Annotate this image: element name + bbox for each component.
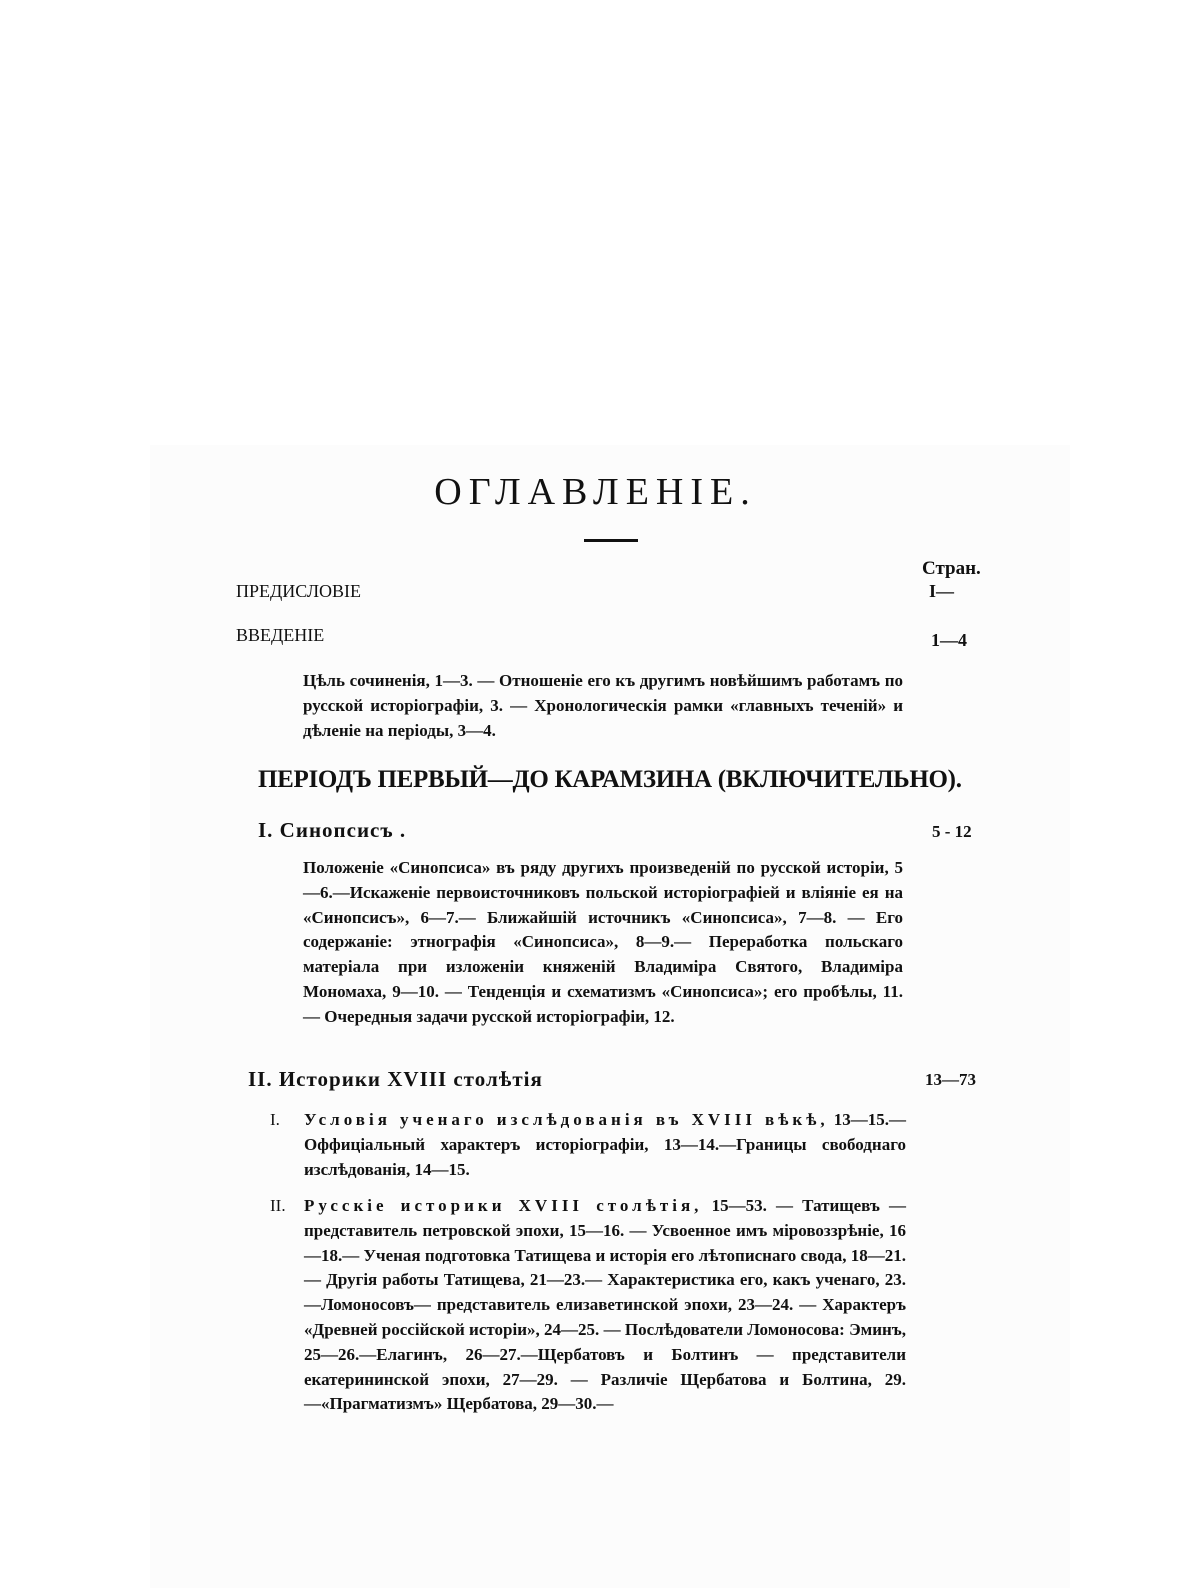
subsection-1-number: I. (270, 1110, 280, 1129)
chapter-1-title: I. Синопсисъ . (258, 818, 407, 842)
period-heading: ПЕРІОДЪ ПЕРВЫЙ—ДО КАРАМЗИНА (ВКЛЮЧИТЕЛЬНО). (258, 766, 962, 793)
subsection-2-body (270, 1194, 906, 1417)
toc-entry-preface-pages: I— (929, 581, 955, 601)
introduction-summary: Цѣль сочиненія, 1—3. — Отношеніе его къ другимъ новѣйшимъ работамъ по русской исторіографіи, 3. — Хронологическія рамки «главныхъ теченій» и дѣленіе на періоды, 3—4. (303, 671, 903, 740)
toc-entry-preface: ПРЕДИСЛОВІЕ (236, 581, 362, 601)
subsection-2-number: II. (270, 1196, 286, 1215)
subsection-2-lead: Русскіе историки XVIII столѣтія, (304, 1196, 703, 1215)
title-divider (584, 539, 638, 542)
chapter-2-title: II. Историки XVIII столѣтія (248, 1067, 543, 1091)
subsection-1-lead: Условія ученаго изслѣдованія въ XVIII вѣкѣ, (304, 1110, 829, 1129)
subsection-1 (270, 1107, 906, 1182)
page-title: ОГЛАВЛЕНІЕ. (434, 471, 757, 513)
chapter-1-summary: Положеніе «Синопсиса» въ ряду другихъ произведеній по русской исторіи, 5—6.—Искаженіе первоисточниковъ польской исторіографіей и вліяніе ея на «Синопсисъ», 6—7.— Ближайшій источникъ «Синопсиса», 7—8. — Его содержаніе: этнографія «Синопсиса», 8—9.— Переработка польскаго матеріала при изложеніи княженій Владиміра Святого, Владиміра Мономаха, 9—10. — Тенденція и схематизмъ «Синопсиса»; его пробѣлы, 11. — Очередныя задачи русской исторіографіи, 12. (303, 858, 903, 1026)
chapter-1-pages: 5 - 12 (932, 822, 972, 841)
subsection-1-body (270, 1107, 906, 1182)
subsection-2-text: 15—53. — Татищевъ — представитель петровской эпохи, 15—16. — Усвоенное имъ міровоззрѣніе, 16—18.— Ученая подготовка Татищева и исторія его лѣтописнаго свода, 18—21. — Другія работы Татищева, 21—23.— Характеристика его, какъ ученаго, 23.—Ломоносовъ— представитель елизаветинской эпохи, 23—24. — Характеръ «Древней россійской исторіи», 24—25. — Послѣдователи Ломоносова: Эминъ, 25—26.—Елагинъ, 26—27.—Щербатовъ и Болтинъ — представители екатерининской эпохи, 27—29. — Различіе Щербатова и Болтина, 29. —«Прагматизмъ» Щербатова, 29—30.— (304, 1196, 907, 1414)
subsection-1-text: 13—15.—Оффиціальный характеръ исторіографіи, 13—14.—Границы свободнаго изслѣдованія, 14—15. (304, 1110, 907, 1179)
toc-entry-introduction-pages: 1—4 (931, 630, 967, 650)
pages-column-header: Стран. (922, 558, 981, 579)
subsection-2 (270, 1194, 906, 1417)
chapter-2-pages: 13—73 (925, 1070, 976, 1089)
toc-entry-introduction: ВВЕДЕНІЕ (236, 625, 325, 645)
